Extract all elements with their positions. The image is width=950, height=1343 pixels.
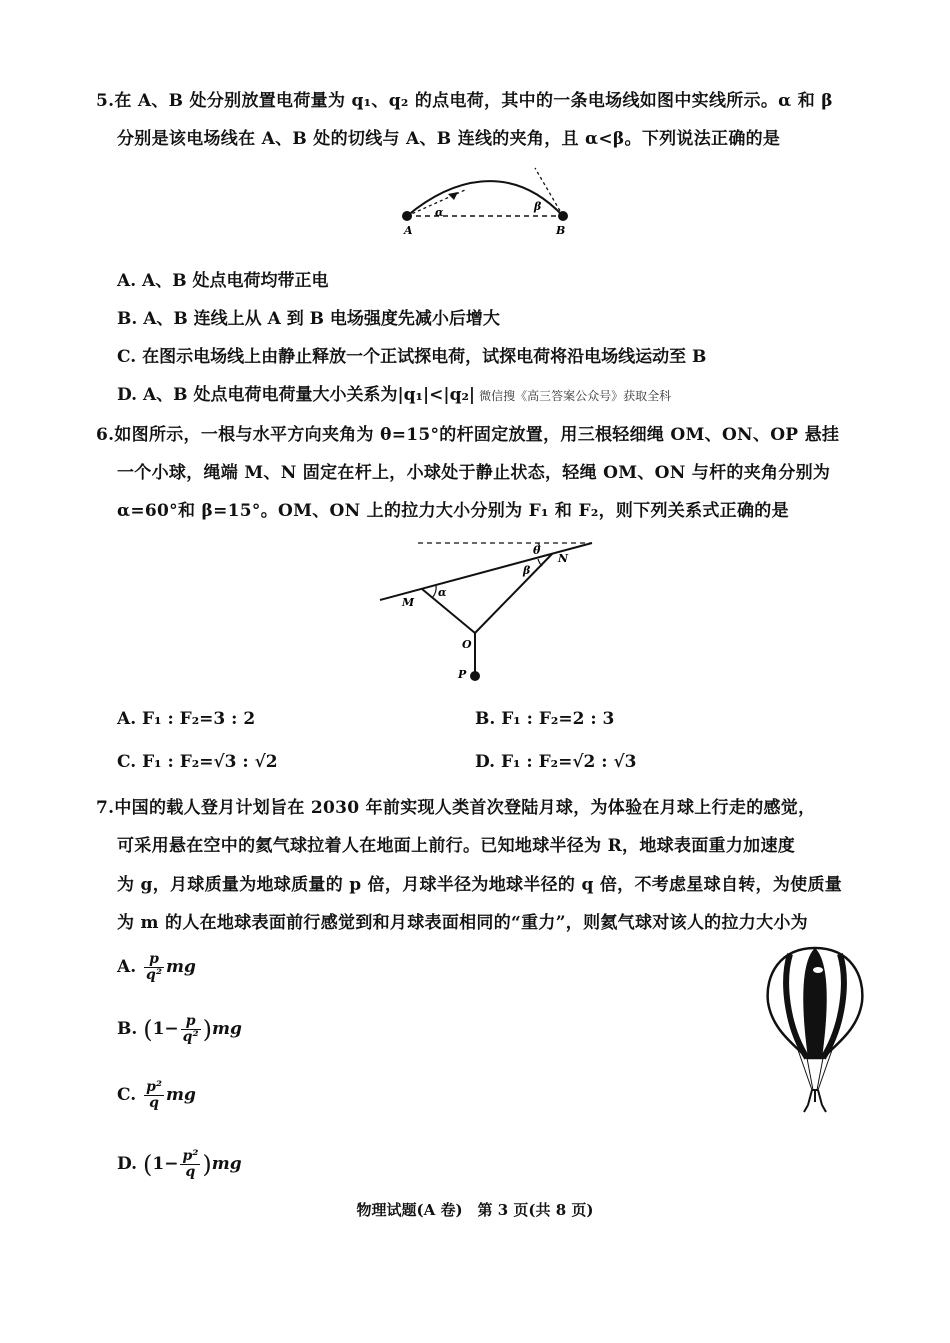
label-n: N bbox=[558, 552, 569, 565]
rope-on bbox=[475, 554, 552, 633]
denominator: q² bbox=[146, 967, 162, 983]
q7-stem-line-4: 为 m 的人在地球表面前行感觉到和月球表面相同的“重力”，则氦气球对该人的拉力大小为 bbox=[117, 913, 808, 933]
q5-option-a: A. A、B 处点电荷均带正电 bbox=[117, 271, 329, 291]
q7-option-d bbox=[117, 1149, 242, 1180]
label-beta: β bbox=[534, 200, 542, 213]
paren-close: ) bbox=[202, 1015, 212, 1044]
q6-option-a: A. F₁ : F₂=3 : 2 bbox=[117, 709, 256, 729]
label-o: O bbox=[462, 638, 472, 651]
q7-stem-line-3: 为 g，月球质量为地球质量的 p 倍，月球半径为地球半径的 q 倍，不考虑星球自转，为使质量 bbox=[117, 875, 843, 895]
label-alpha: α bbox=[435, 206, 444, 219]
option-tail: mg bbox=[211, 1019, 242, 1039]
label-m: M bbox=[402, 596, 415, 609]
q6-option-b: B. F₁ : F₂=2 : 3 bbox=[475, 709, 615, 729]
q7-stem-line-1: 7.中国的载人登月计划旨在 2030 年前实现人类首次登陆月球，为体验在月球上行走的感觉， bbox=[96, 798, 816, 818]
paren-open: ( bbox=[142, 1150, 153, 1179]
fraction bbox=[144, 952, 164, 983]
fraction bbox=[144, 1080, 164, 1111]
rope-om bbox=[422, 589, 475, 633]
option-prefix: 1− bbox=[152, 1019, 179, 1039]
denominator: q bbox=[185, 1164, 196, 1180]
q6-option-c: C. F₁ : F₂=√3 : √2 bbox=[117, 752, 278, 772]
q6-rope-figure bbox=[370, 530, 605, 685]
q7-option-b bbox=[117, 1014, 242, 1045]
q6-stem-line-1: 6.如图所示，一根与水平方向夹角为 θ=15°的杆固定放置，用三根轻细绳 OM、ON、OP 悬挂 bbox=[96, 425, 840, 445]
label-b: B bbox=[556, 224, 566, 237]
option-tail: mg bbox=[165, 957, 196, 977]
charge-a bbox=[402, 211, 412, 221]
watermark-text: 微信搜《高三答案公众号》获取全科 bbox=[479, 389, 672, 403]
balloon-illustration bbox=[760, 940, 870, 1120]
balloon-highlight bbox=[813, 967, 823, 973]
fraction bbox=[180, 1149, 200, 1180]
numerator: p bbox=[181, 1014, 201, 1030]
label-a: A bbox=[404, 224, 413, 237]
option-label: C. bbox=[117, 1085, 137, 1105]
q5-option-c: C. 在图示电场线上由静止释放一个正试探电荷，试探电荷将沿电场线运动至 B bbox=[117, 347, 707, 367]
q7-option-a bbox=[117, 952, 196, 983]
q7-option-c bbox=[117, 1080, 196, 1111]
q6-stem-line-3: α=60°和 β=15°。OM、ON 上的拉力大小分别为 F₁ 和 F₂，则下列关系式正确的是 bbox=[117, 501, 789, 521]
option-label: D. bbox=[117, 1154, 138, 1174]
option-tail: mg bbox=[166, 1085, 196, 1105]
ball bbox=[470, 671, 480, 681]
option-tail: mg bbox=[211, 1154, 242, 1174]
paren-open: ( bbox=[143, 1015, 153, 1044]
q5-option-d-row bbox=[117, 380, 671, 405]
balloon-dark-panel bbox=[803, 948, 826, 1058]
numerator: p² bbox=[182, 1148, 199, 1164]
label-theta: θ bbox=[533, 544, 541, 557]
paren-close: ) bbox=[202, 1150, 212, 1179]
denominator: q bbox=[149, 1095, 159, 1111]
option-label: B. bbox=[117, 1019, 138, 1039]
alpha-arc bbox=[432, 585, 436, 598]
numerator: p² bbox=[146, 1079, 162, 1095]
q6-stem-line-2: 一个小球，绳端 M、N 固定在杆上，小球处于静止状态，轻绳 OM、ON 与杆的夹角分别为 bbox=[117, 463, 831, 483]
hanging-person bbox=[804, 1090, 826, 1112]
denominator: q² bbox=[182, 1029, 199, 1045]
q6-option-d: D. F₁ : F₂=√2 : √3 bbox=[475, 752, 637, 772]
page-footer: 物理试题(A 卷) 第 3 页(共 8 页) bbox=[356, 1201, 594, 1219]
q5-stem-line-2: 分别是该电场线在 A、B 处的切线与 A、B 连线的夹角，且 α<β。下列说法正确的是 bbox=[117, 129, 781, 149]
field-arrow bbox=[448, 192, 458, 200]
q7-stem-line-2: 可采用悬在空中的氦气球拉着人在地面上前行。已知地球半径为 R，地球表面重力加速度 bbox=[117, 836, 796, 856]
fraction bbox=[181, 1014, 201, 1045]
numerator: p bbox=[144, 952, 164, 968]
charge-b bbox=[558, 211, 568, 221]
q5-field-line-figure bbox=[390, 160, 580, 240]
q5-stem-line-1: 5.在 A、B 处分别放置电荷量为 q₁、q₂ 的点电荷，其中的一条电场线如图中实线所示。α 和 β bbox=[96, 91, 833, 111]
label-beta: β bbox=[523, 564, 531, 577]
q5-option-b: B. A、B 连线上从 A 到 B 电场强度先减小后增大 bbox=[117, 309, 500, 329]
q5-option-d: D. A、B 处点电荷电荷量大小关系为|q₁|<|q₂| bbox=[117, 385, 476, 405]
label-p: P bbox=[458, 668, 467, 681]
option-prefix: 1− bbox=[152, 1154, 179, 1174]
label-alpha: α bbox=[438, 586, 447, 599]
option-label: A. bbox=[117, 957, 137, 977]
